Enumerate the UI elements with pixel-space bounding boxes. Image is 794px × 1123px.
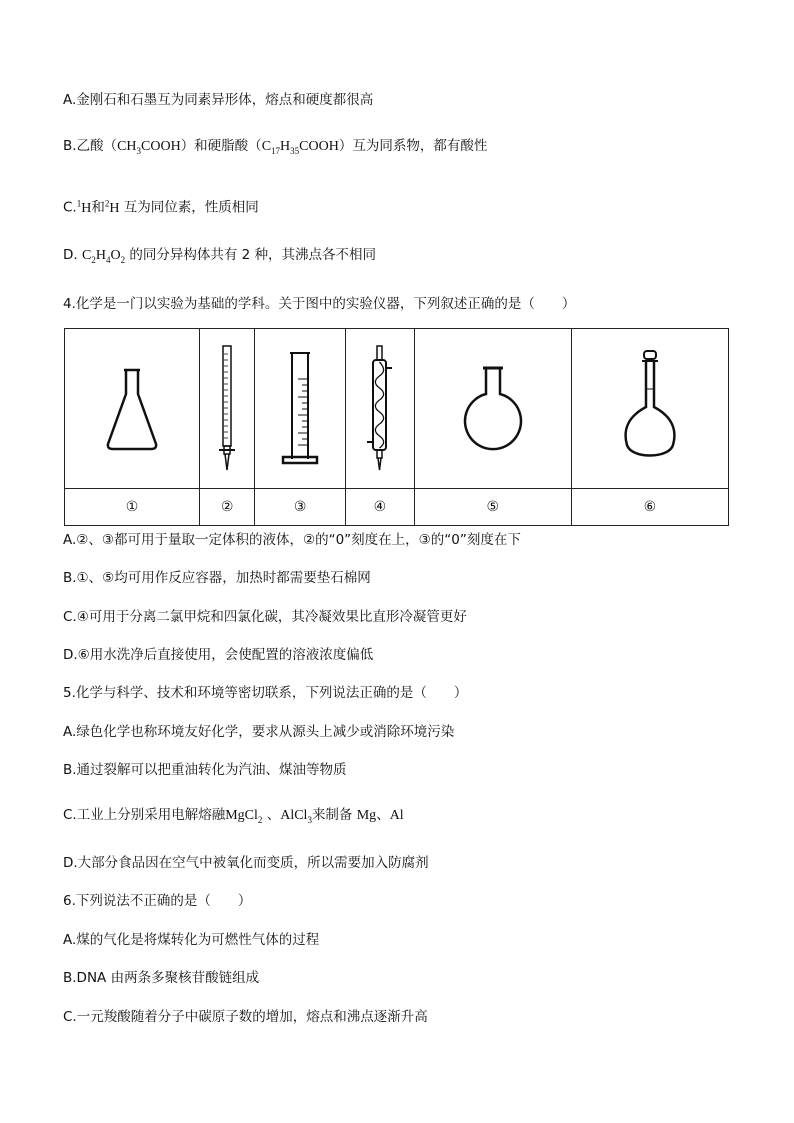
round-bottom-flask-icon [458,364,528,454]
q4-stem: 4.化学是一门以实验为基础的学科。关于图中的实验仪器，下列叙述正确的是（ ） [63,296,576,312]
subscript: 2 [91,254,96,265]
instrument-label: ② [200,489,255,526]
instrument-cell-1 [65,329,200,489]
text-part: C.工业上分别采用电解熔融 [63,807,226,823]
mgcl2-formula [225,808,262,823]
instrument-cell-6 [571,329,728,489]
hydrogen-2-isotope [104,198,120,216]
text-part: 、 [376,807,390,823]
volumetric-flask-icon [615,349,685,469]
q3-option-d [63,245,376,270]
text-part: 、 [266,807,281,823]
q5-option-d: D.大部分食品因在空气中被氧化而变质，所以需要加入防腐剂 [63,855,429,871]
formula-part: COOH [141,139,181,154]
superscript: 1 [76,198,82,208]
formula-part: C [261,139,272,154]
formula-part: H [95,248,106,263]
mg-symbol: Mg [356,808,377,823]
subscript: 2 [120,254,126,265]
hydrogen-1-isotope [76,198,92,216]
instrument-label: ⑥ [571,489,728,526]
subscript: 3 [307,814,312,825]
subscript: 4 [105,254,111,265]
q5-option-c [63,805,404,830]
q3-option-b [63,136,487,161]
q6-option-a: A.煤的气化是将煤转化为可燃性气体的过程 [63,932,320,948]
superscript: 2 [104,198,110,208]
burette-icon [215,344,239,474]
q5-option-a: A.绿色化学也称环境友好化学，要求从源头上减少或消除环境污染 [63,724,455,740]
acetic-acid-formula [117,139,181,154]
q6-option-c: C.一元羧酸随着分子中碳原子数的增加，熔点和沸点逐渐升高 [63,1009,428,1025]
instrument-label: ④ [346,489,415,526]
q4-option-b: B.①、⑤均可用作反应容器，加热时都需要垫石棉网 [63,570,371,586]
formula-part: MgCl [225,808,258,823]
text-part: 和 [91,199,105,216]
text-part: 互为同位素，性质相同 [123,199,259,216]
text-part: 种，其沸点各不相同 [254,247,377,263]
q3-option-a [63,90,373,110]
q6-option-b: B.DNA 由两条多聚核苷酸链组成 [63,970,260,986]
subscript: 2 [257,814,263,825]
q4-option-c: C.④可用于分离二氯甲烷和四氯化碳，其冷凝效果比直形冷凝管更好 [63,609,467,625]
instrument-table [64,328,729,526]
q6-stem: 6.下列说法不正确的是（ ） [63,893,252,909]
instrument-label: ① [65,489,200,526]
count-value: 2 [241,247,251,263]
option-prefix: A. [63,92,77,108]
option-text: 金刚石和石墨互为同素异形体，熔点和硬度都很高 [76,92,374,108]
option-prefix: D. [63,247,78,263]
subscript: 35 [290,145,300,156]
q5-option-b: B.通过裂解可以把重油转化为汽油、煤油等物质 [63,762,347,778]
formula-part: COOH [299,139,339,154]
q3-option-c [63,193,259,219]
instrument-label: ③ [255,489,346,526]
text-part: ）和硬脂酸（ [180,138,262,154]
graduated-cylinder-icon [280,349,320,469]
formula-part: O [110,248,121,263]
instrument-cell-3 [255,329,346,489]
instrument-cell-4 [346,329,415,489]
formula-part: AlCl [280,808,308,823]
formula-part: H [81,200,92,216]
q4-option-d: D.⑥用水洗净后直接使用，会使配置的溶液浓度偏低 [63,647,374,663]
al-symbol: Al [389,808,404,823]
text-part: 乙酸（ [76,138,118,154]
stearic-acid-formula [262,139,339,154]
q5-stem: 5.化学与科学、技术和环境等密切联系，下列说法正确的是（ ） [63,685,468,701]
option-prefix: C. [63,199,77,216]
option-prefix: B. [63,138,77,154]
erlenmeyer-flask-icon [102,364,162,454]
instrument-cell-2 [200,329,255,489]
instrument-cell-5 [414,329,571,489]
formula-part: C [81,248,92,263]
text-part: 的同分异构体共有 [129,247,238,263]
alcl3-formula [280,808,312,823]
subscript: 3 [136,145,142,156]
formula-part: H [109,200,120,216]
formula-part: CH [117,139,137,154]
subscript: 17 [271,145,281,156]
text-part: ）互为同系物，都有酸性 [338,138,488,154]
text-part: 来制备 [311,807,353,823]
c2h4o2-formula [82,248,125,263]
q4-option-a: A.②、③都可用于量取一定体积的液体，②的“0”刻度在上，③的“0”刻度在下 [63,532,521,548]
formula-part: H [280,139,291,154]
serpentine-condenser-icon [365,344,395,474]
instrument-label: ⑤ [414,489,571,526]
